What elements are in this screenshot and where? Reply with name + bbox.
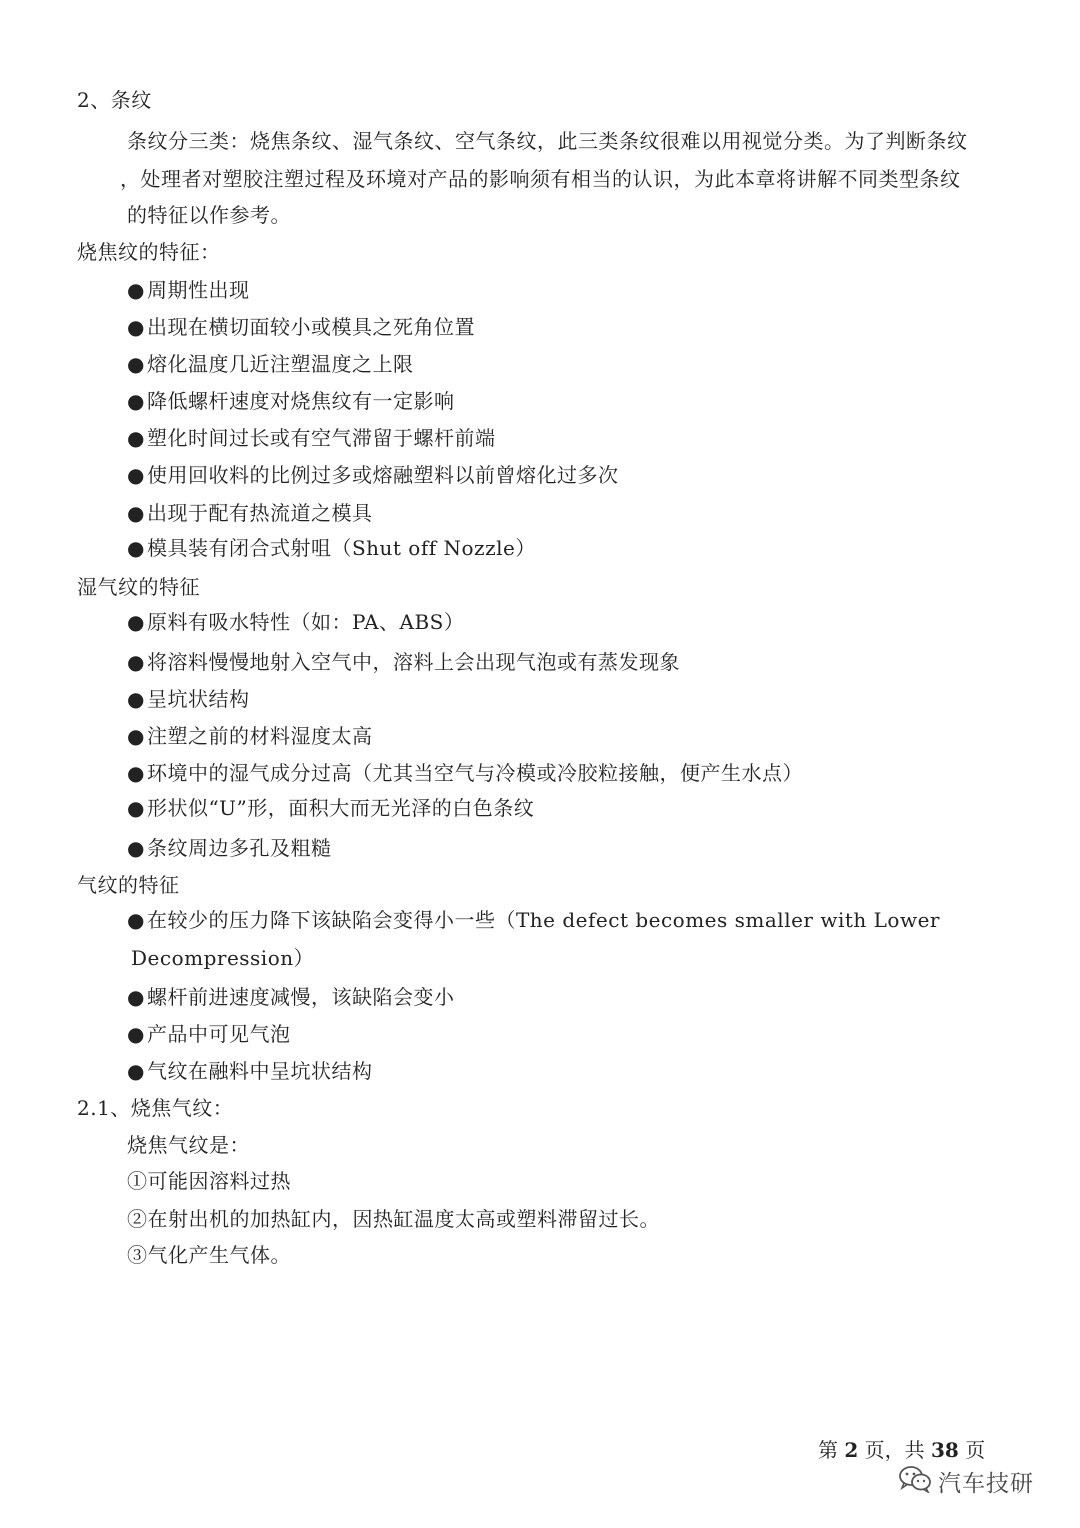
wechat-icon xyxy=(898,1465,932,1497)
list-item: ● 注塑之前的材料湿度太高 xyxy=(127,722,372,750)
moisture-title: 湿气纹的特征 xyxy=(77,575,200,599)
list-item: ● 条纹周边多孔及粗糙 xyxy=(127,834,331,862)
numbered-item: ③气化产生气体。 xyxy=(127,1243,291,1267)
list-item: ● 气纹在融料中呈坑状结构 xyxy=(127,1057,372,1085)
subsection-lead: 烧焦气纹是： xyxy=(127,1133,250,1157)
list-item: ● 周期性出现 xyxy=(127,276,249,304)
intro-line: ，处理者对塑胶注塑过程及环境对产品的影响须有相当的认识，为此本章将讲解不同类型条纹 xyxy=(120,167,961,191)
section-heading: 2、条纹 xyxy=(77,88,152,112)
total-pages: 38 xyxy=(931,1438,959,1462)
current-page: 2 xyxy=(844,1438,859,1462)
list-item: ● 降低螺杆速度对烧焦纹有一定影响 xyxy=(127,387,454,415)
list-item: ● 呈坑状结构 xyxy=(127,685,249,713)
footer-middle: 页，共 xyxy=(858,1438,931,1462)
list-item: ● 环境中的湿气成分过高（尤其当空气与冷模或冷胶粒接触，便产生水点） xyxy=(127,759,803,787)
list-item-continuation: Decompression） xyxy=(131,946,315,970)
list-item: ● 原料有吸水特性（如：PA、ABS） xyxy=(127,608,464,636)
list-item: ● 在较少的压力降下该缺陷会变得小一些（The defect becomes smaller with Lower xyxy=(127,906,940,934)
intro-line: 条纹分三类：烧焦条纹、湿气条纹、空气条纹，此三类条纹很难以用视觉分类。为了判断条纹 xyxy=(127,129,968,153)
footer-suffix: 页 xyxy=(958,1438,986,1462)
list-item: ● 产品中可见气泡 xyxy=(127,1020,290,1048)
list-item: ● 使用回收料的比例过多或熔融塑料以前曾熔化过多次 xyxy=(127,461,618,489)
numbered-item: ①可能因溶料过热 xyxy=(127,1169,291,1193)
intro-line: 的特征以作参考。 xyxy=(127,203,291,227)
list-item: ● 模具装有闭合式射咀（Shut off Nozzle） xyxy=(127,534,536,562)
page-footer xyxy=(818,1436,985,1464)
list-item: ● 塑化时间过长或有空气滞留于螺杆前端 xyxy=(127,424,495,452)
numbered-item: ②在射出机的加热缸内，因热缸温度太高或塑料滞留过长。 xyxy=(127,1207,660,1231)
burn-title: 烧焦纹的特征： xyxy=(77,240,221,264)
list-item: ● 出现在横切面较小或模具之死角位置 xyxy=(127,313,475,341)
list-item: ● 将溶料慢慢地射入空气中，溶料上会出现气泡或有蒸发现象 xyxy=(127,648,680,676)
subsection-heading: 2.1、烧焦气纹： xyxy=(77,1096,234,1120)
watermark xyxy=(898,1466,1034,1496)
list-item: ● 形状似“U”形，面积大而无光泽的白色条纹 xyxy=(127,794,534,822)
footer-prefix: 第 xyxy=(818,1438,845,1462)
air-title: 气纹的特征 xyxy=(77,873,180,897)
watermark-text: 汽车技研 xyxy=(938,1470,1034,1497)
list-item: ● 熔化温度几近注塑温度之上限 xyxy=(127,350,413,378)
list-item: ● 出现于配有热流道之模具 xyxy=(127,499,372,527)
list-item: ● 螺杆前进速度减慢，该缺陷会变小 xyxy=(127,983,454,1011)
